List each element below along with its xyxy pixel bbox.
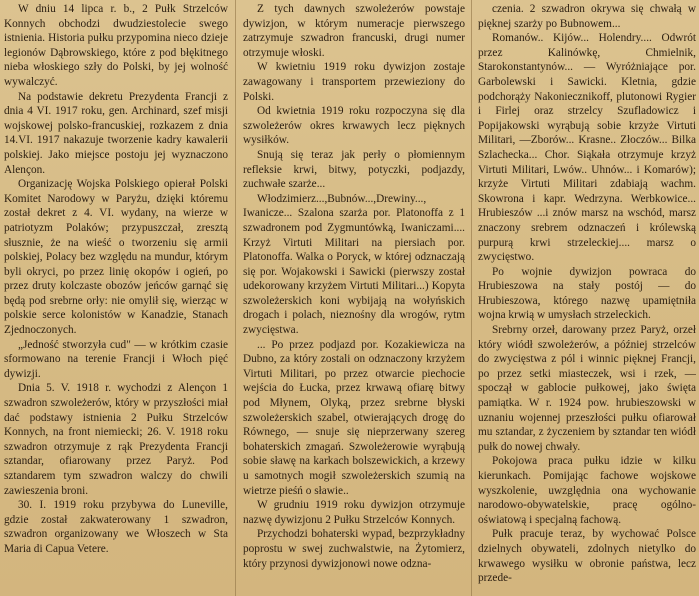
column-3 — [478, 2, 696, 586]
paragraph: Snują się teraz jak perły o płomiennym refleksie krwi, bitwy, potyczki, podjazdy, zuchwałe szarże... — [243, 148, 465, 191]
paragraph: Przychodzi bohaterski wypad, bezprzykładny poprostu w swej zuchwalstwie, na Żytomierz, który przynosi dywizjonowi nowe odzna- — [243, 528, 465, 570]
paragraph: Po wojnie dywizjon powraca do Hrubieszowa na stały postój — do Hrubieszowa, którego nazwę upamiętniła wojna krwią w umysłach strzeleckich. — [478, 265, 696, 322]
paragraph: czenia. 2 szwadron okrywa się chwałą w pięknej szarży po Bubnowem... — [478, 3, 696, 30]
column-divider — [471, 0, 472, 596]
paragraph: W dniu 14 lipca r. b., 2 Pułk Strzelców Konnych obchodzi dwudziestolecie swego istnienia. Historia pułku przypomina nieco dzieje legionów Dąbrowskiego, które z pod błękitnego nieba włoskiego szły do Polski, by jej wolność wywalczyć. — [4, 3, 228, 88]
paragraph: Organizację Wojska Polskiego opierał Polski Komitet Narodowy w Paryżu, dzięki któremu został dekret z 4. VI. wydany, na wierze w patriotyzm Polaków; przypuszczał, zresztą słusznie, że na wieść o tworzeniu się armii polskiej, Polacy bez względu na mundur, którym byli okryci, po przez linię okopów i ogień, po przez druty kolczaste obozów jeńców garnąć się będą pod srebrne orły: nie omylił się, wierząc w polskie serce kolonistów w Kanadzie, Stanach Zjednoczonych. — [4, 178, 228, 337]
paragraph: Na podstawie dekretu Prezydenta Francji z dnia 4 VI. 1917 roku, gen. Archinard, szef misji wojskowej polsko-francuskiej, rozkazem z dnia 14.VI. 1917 nakazuje tworzenie kadry kawalerii polskiej. Jako miejsce postoju jej wyznaczono Alençon. — [4, 90, 228, 176]
paragraph: 30. I. 1919 roku przybywa do Luneville, gdzie został zakwaterowany 1 szwadron, szwadron organizowany we Włoszech w Sta Maria di Capua Vetere. — [4, 499, 228, 555]
paragraph: W kwietniu 1919 roku dywizjon zostaje zawagowany i transportem przewieziony do Polski. — [243, 61, 465, 103]
column-1 — [4, 2, 228, 557]
paragraph: Srebrny orzeł, darowany przez Paryż, orzeł który wiódł szwoleżerów, a później strzelców do zwycięstwa z pól i winnic pięknej Francji, po przez setki miasteczek, wsi i rzek, — spoczął w gablocie pułkowej, jako święta pamiątka. W r. 1924 pow. hrubieszowski w uznaniu wojennej przeszłości pułku ofiarował mu sztandar, z życzeniem by sztandar ten wiódł pułk do nowej chwały. — [478, 324, 696, 453]
paragraph: „Jedność stworzyła cud" — w krótkim czasie sformowano na terenie Francji i Włoch pięć dywizji. — [4, 338, 228, 380]
paragraph: Z tych dawnych szwoleżerów powstaje dywizjon, w którym numeracje pierwszego zatrzymuje szwadron francuski, drugi numer otrzymuje włoski. — [243, 3, 465, 59]
paragraph: Romanów.. Kijów... Holendry.... Odwrót przez Kalinówkę, Chmielnik, Starokonstantynów... — Wyróżniające por. Garbolewski i Sawicki. Kletnia, gdzie podchorąży Nakoniecznikoff, plutonowi Rygier i Firlej oraz strzelcy Szufladowicz i Popijakowski wyrąbują sobie krzyże Virtuti Militari, —Zborów... Krasne.. Złoczów... Bilka Szlachecka... Chor. Siąkała otrzymuje krzyż Virtuti Militari, Lwów.. Uhnów... i Komarów); krzyże Virtuti Militari zdabiają wachm. Skowrona i kapr. Wedrzyna. Werbkowice... Hrubieszów ...i znów marsz na wschód, marsz znaczony srebrem odznaczeń i królewską purpurą krwi strzeleckiej.... marsz o zwycięstwo. — [478, 32, 696, 264]
column-divider — [235, 0, 236, 596]
paragraph: ... Po przez podjazd por. Kozakiewicza na Dubno, za który zostali on odznaczony krzyżem Virtuti Militari, po przez otwarcie piechocie wejścia do Łucka, przez krwawą ofiarę bitwy pod Młynem, Olyką, przez srebrne błyski szwoleżerskich szabel, otwierających drogę do Równego, — snuje się nieprzerwany szereg bohaterskich zmagań. Szwoleżerowie wyrąbują sobie sławę na karkach bolszewickich, a krzewy u samotnych mogił szwoleżerskich szumią na wietrze pieśń o sławie.. — [243, 338, 465, 497]
paragraph: Włodzimierz...,Bubnów...,Drewiny..., Iwanicze... Szalona szarża por. Platonoffa z 1 szwadronem pod Zygmuntówką, Iwaniczami.... Krzyż Virtuti Militari na piersiach por. Platonoffa. Walka o Poryck, w której odznaczają się por. Wojakowski i Sawicki (pierwszy został udekorowany krzyżem Virtuti Militari...) Kopyta szwoleżerskich koni wybijają na wołyńskich drogach i polach, nieznośny dla wrogów, rytm zwycięstwa. — [243, 192, 465, 337]
paragraph: Dnia 5. V. 1918 r. wychodzi z Alençon 1 szwadron szwoleżerów, który w przyszłości miał dać podstawy istnienia 2 Pułku Strzelców Konnych, na front niemiecki; 26. V. 1918 roku szwadron otrzymuje z rąk Prezydenta Francji sztandar, ofiarowany przez Paryż. Pod sztandarem tym szwadron walczy do chwili zawieszenia broni. — [4, 382, 228, 497]
paragraph: W grudniu 1919 roku dywizjon otrzymuje nazwę dywizjonu 2 Pułku Strzelców Konnych. — [243, 499, 465, 526]
column-2 — [243, 2, 465, 571]
paragraph: Pułk pracuje teraz, by wychować Polsce dzielnych obywateli, zdolnych nietylko do krwawego wysiłku w obronie państwa, lecz przede- — [478, 528, 696, 585]
paragraph: Od kwietnia 1919 roku rozpoczyna się dla szwoleżerów okres krwawych lecz pięknych wysiłków. — [243, 105, 465, 147]
paragraph: Pokojowa praca pułku idzie w kilku kierunkach. Pomijając fachowe wojskowe wyszkolenie, uwzględnia ona wychowanie narodowo-obywatelskie, pracę ogólno-oświatową i specjalną fachową. — [478, 455, 696, 526]
